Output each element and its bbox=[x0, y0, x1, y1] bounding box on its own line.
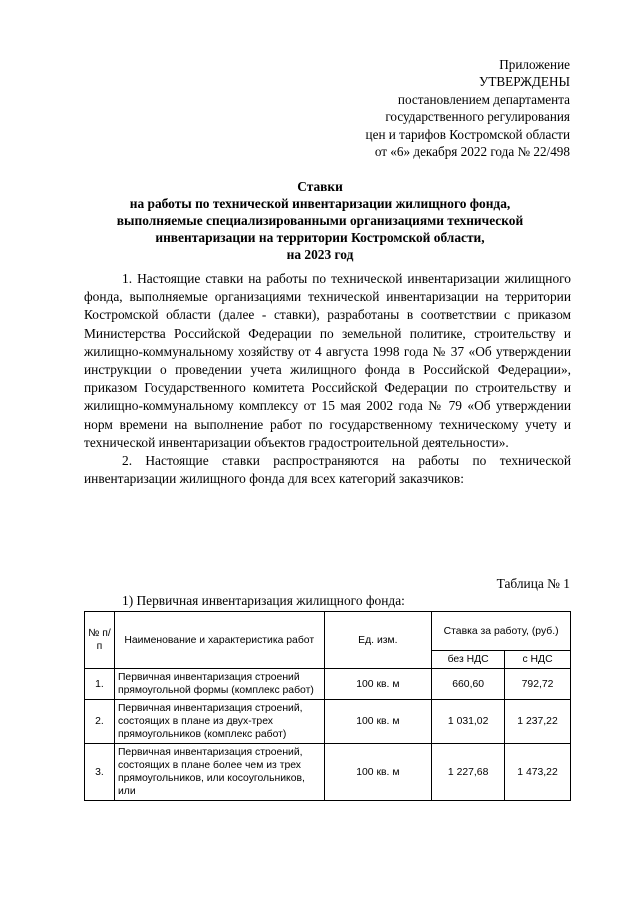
header-no-vat: без НДС bbox=[432, 651, 505, 669]
row-num: 2. bbox=[85, 700, 115, 744]
row-num: 1. bbox=[85, 669, 115, 700]
document-body bbox=[84, 270, 571, 488]
row-name: Первичная инвентаризация строений прямоугольной формы (комплекс работ) bbox=[114, 669, 324, 700]
row-no-vat: 1 227,68 bbox=[432, 744, 505, 801]
table-row bbox=[85, 669, 571, 700]
table-row bbox=[85, 700, 571, 744]
approval-line: постановлением департамента bbox=[397, 91, 570, 107]
row-with-vat: 1 473,22 bbox=[505, 744, 571, 801]
rates-table bbox=[84, 611, 571, 801]
subsection-heading: 1) Первичная инвентаризация жилищного фонда: bbox=[122, 593, 405, 608]
approval-line: УТВЕРЖДЕНЫ bbox=[478, 74, 570, 90]
title-line: на 2023 год bbox=[286, 247, 354, 262]
row-unit: 100 кв. м bbox=[324, 744, 432, 801]
table-caption: Таблица № 1 bbox=[496, 576, 570, 591]
table-row bbox=[85, 744, 571, 801]
row-with-vat: 792,72 bbox=[505, 669, 571, 700]
row-num: 3. bbox=[85, 744, 115, 801]
header-with-vat: с НДС bbox=[505, 651, 571, 669]
row-name: Первичная инвентаризация строений, состоящих в плане более чем из трех прямоугольников, или косоугольников, или bbox=[114, 744, 324, 801]
paragraph-1: 1. Настоящие ставки на работы по технической инвентаризации жилищного фонда, выполняемые организациями технической инвентаризации на территории Костромской области (далее - ставки), разработаны в соответствии с приказом Министерства Российской Федерации по земельной политике, строительству и жилищно-коммунальному хозяйству от 4 августа 1998 года № 37 «Об утверждении инструкции о проведении учета жилищного фонда в Российской Федерации», приказом Государственного комитета Российской Федерации по строительству и жилищно-коммунальному комплексу от 15 мая 2002 года № 79 «Об утверждении норм времени на выполнение работ по государственному техническому учету и технической инвентаризации объектов градостроительной деятельности». bbox=[84, 271, 571, 450]
header-name: Наименование и характеристика работ bbox=[114, 612, 324, 669]
row-no-vat: 660,60 bbox=[432, 669, 505, 700]
approval-line: Приложение bbox=[499, 57, 570, 72]
title-line: Ставки bbox=[297, 179, 343, 194]
header-unit: Ед. изм. bbox=[324, 612, 432, 669]
row-no-vat: 1 031,02 bbox=[432, 700, 505, 744]
approval-block bbox=[250, 56, 570, 160]
document-title bbox=[70, 178, 570, 263]
approval-line: цен и тарифов Костромской области bbox=[365, 126, 570, 142]
row-with-vat: 1 237,22 bbox=[505, 700, 571, 744]
title-line: инвентаризации на территории Костромской области, bbox=[155, 230, 485, 245]
row-unit: 100 кв. м bbox=[324, 669, 432, 700]
title-line: выполняемые специализированными организациями технической bbox=[116, 213, 524, 228]
title-line: на работы по технической инвентаризации жилищного фонда, bbox=[129, 196, 511, 211]
approval-line: от «6» декабря 2022 года № 22/498 bbox=[374, 144, 570, 160]
header-num: № п/п bbox=[85, 612, 115, 669]
approval-line: государственного регулирования bbox=[385, 109, 570, 125]
row-name: Первичная инвентаризация строений, состоящих в плане из двух-трех прямоугольников (комплекс работ) bbox=[114, 700, 324, 744]
paragraph-2: 2. Настоящие ставки распространяются на работы по технической инвентаризации жилищного фонда для всех категорий заказчиков: bbox=[84, 453, 571, 487]
row-unit: 100 кв. м bbox=[324, 700, 432, 744]
header-rate: Ставка за работу, (руб.) bbox=[432, 612, 571, 651]
